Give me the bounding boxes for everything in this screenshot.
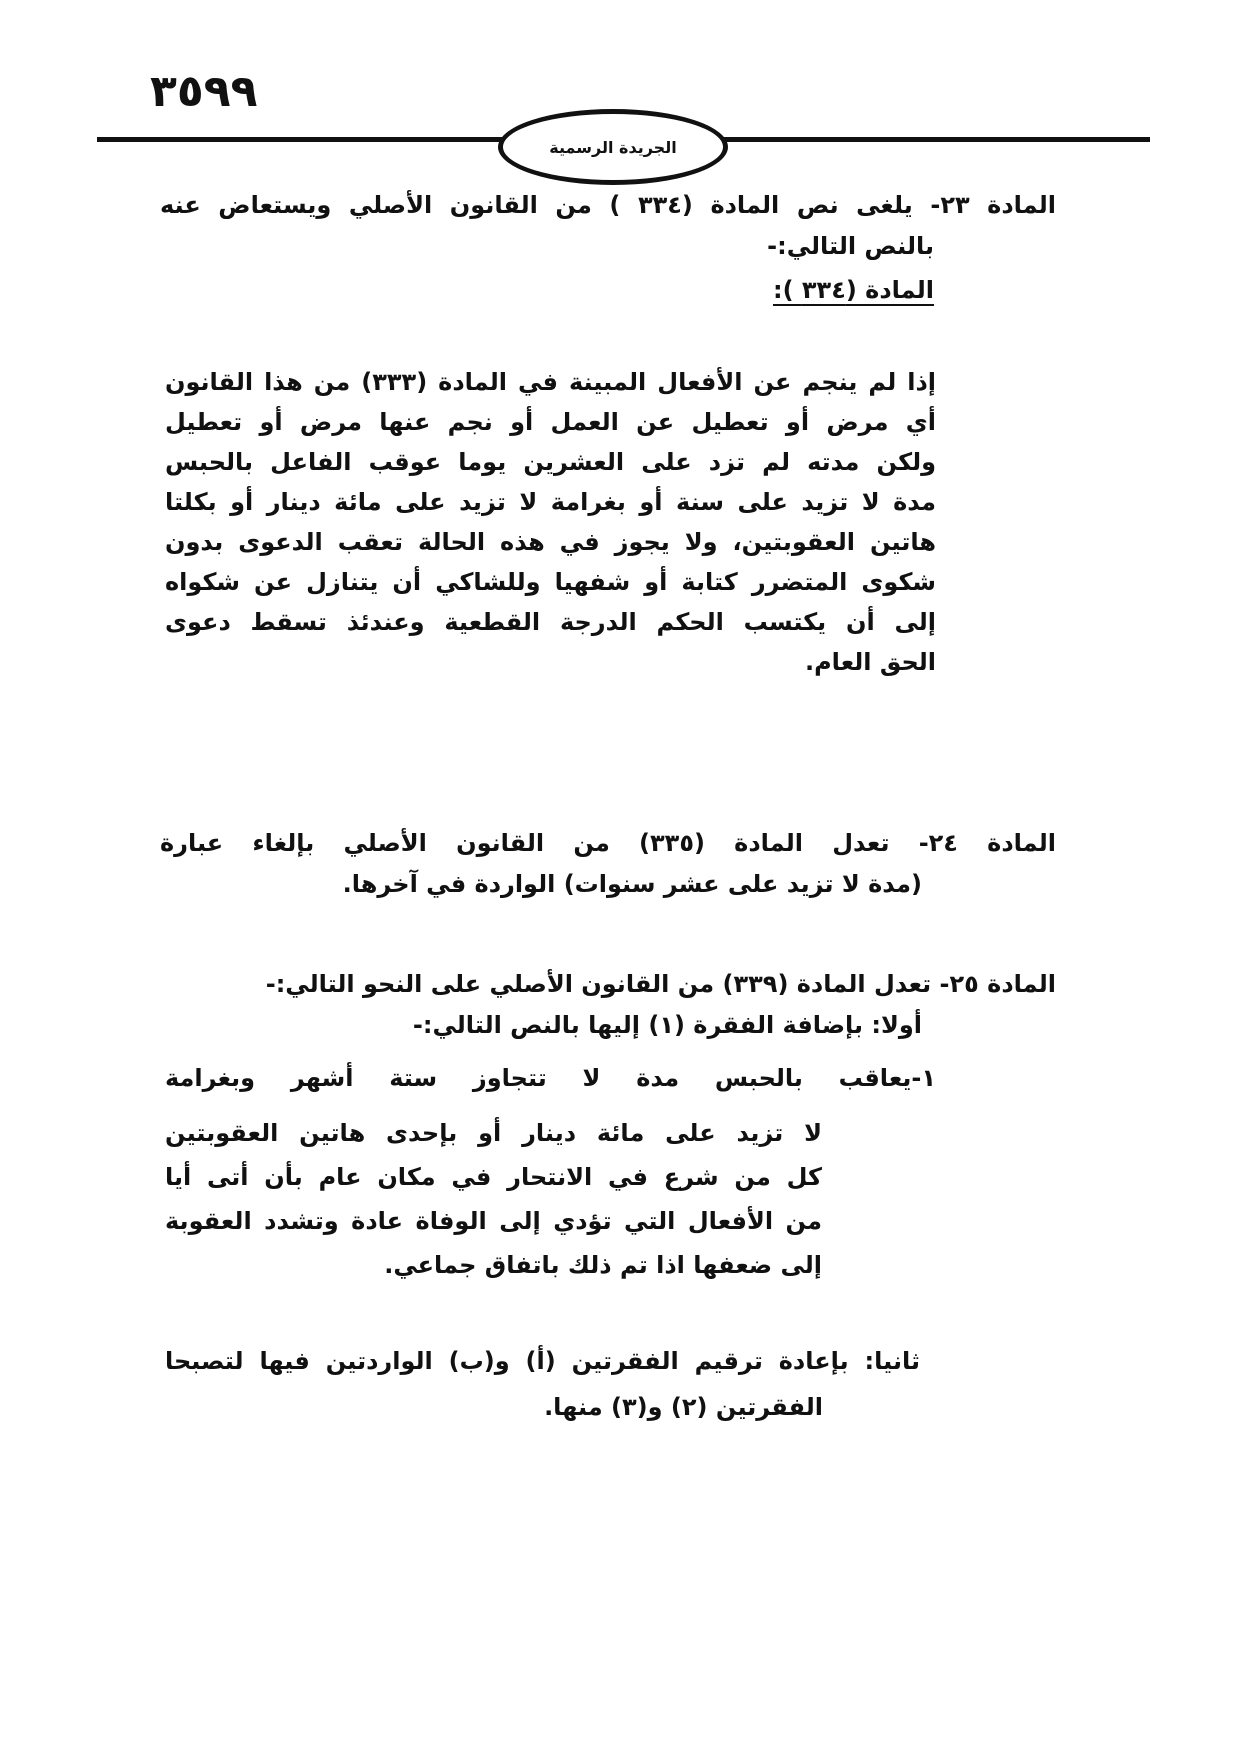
page-number: ٣٥٩٩ xyxy=(150,66,258,117)
article-334-subheading: المادة (٣٣٤ ): xyxy=(772,276,934,304)
article-23-line-1: المادة ٢٣- يلغى نص المادة (٣٣٤ ) من القانون الأصلي ويستعاض عنه xyxy=(160,191,1056,219)
header-oval xyxy=(498,109,728,185)
body-line: إلى أن يكتسب الحكم الدرجة القطعية وعندئذ تسقط دعوى xyxy=(165,608,936,636)
article-25-paragraph-1-cont xyxy=(165,1111,822,1287)
article-23-heading xyxy=(160,185,1056,225)
article-25-first-heading: أولا: بإضافة الفقرة (١) إليها بالنص التالي:- xyxy=(412,1011,922,1039)
paragraph-line: من الأفعال التي تؤدي إلى الوفاة عادة وتشدد العقوبة xyxy=(165,1207,822,1235)
body-line: مدة لا تزيد على سنة أو بغرامة لا تزيد على مائة دينار أو بكلتا xyxy=(165,488,936,516)
body-line: هاتين العقوبتين، ولا يجوز في هذه الحالة تعقب الدعوى بدون xyxy=(165,528,936,556)
article-25-second xyxy=(165,1338,920,1430)
body-line: شكوى المتضرر كتابة أو شفهيا وللشاكي أن يتنازل عن شكواه xyxy=(165,568,936,596)
article-25-line-1: المادة ٢٥- تعدل المادة (٣٣٩) من القانون الأصلي على النحو التالي:- xyxy=(265,970,1056,998)
paragraph-line: لا تزيد على مائة دينار أو بإحدى هاتين العقوبتين xyxy=(165,1119,822,1147)
article-334-body xyxy=(165,362,936,682)
article-23-line-2: بالنص التالي:- xyxy=(767,232,934,260)
article-24-heading xyxy=(160,823,1056,863)
second-line-1: ثانيا: بإعادة ترقيم الفقرتين (أ) و(ب) الواردتين فيها لتصبحا xyxy=(165,1347,920,1375)
body-line: ولكن مدته لم تزد على العشرين يوما عوقب الفاعل بالحبس xyxy=(165,448,936,476)
second-line-2: الفقرتين (٢) و(٣) منها. xyxy=(544,1393,823,1421)
paragraph-line: ١-يعاقب بالحبس مدة لا تتجاوز ستة أشهر وبغرامة xyxy=(165,1064,936,1092)
article-24-line-2: (مدة لا تزيد على عشر سنوات) الواردة في آخرها. xyxy=(342,870,922,898)
body-line-last: الحق العام. xyxy=(804,648,936,676)
body-line: أي مرض أو تعطيل عن العمل أو نجم عنها مرض أو تعطيل xyxy=(165,408,936,436)
article-25-paragraph-1 xyxy=(165,1058,936,1098)
article-24-line-1: المادة ٢٤- تعدل المادة (٣٣٥) من القانون الأصلي بإلغاء عبارة xyxy=(160,829,1056,857)
paragraph-line: كل من شرع في الانتحار في مكان عام بأن أتى أيا xyxy=(165,1163,822,1191)
body-line: إذا لم ينجم عن الأفعال المبينة في المادة (٣٣٣) من هذا القانون xyxy=(165,368,936,396)
paragraph-line-last: إلى ضعفها اذا تم ذلك باتفاق جماعي. xyxy=(384,1251,822,1279)
gazette-title: الجريدة الرسمية xyxy=(549,137,677,157)
